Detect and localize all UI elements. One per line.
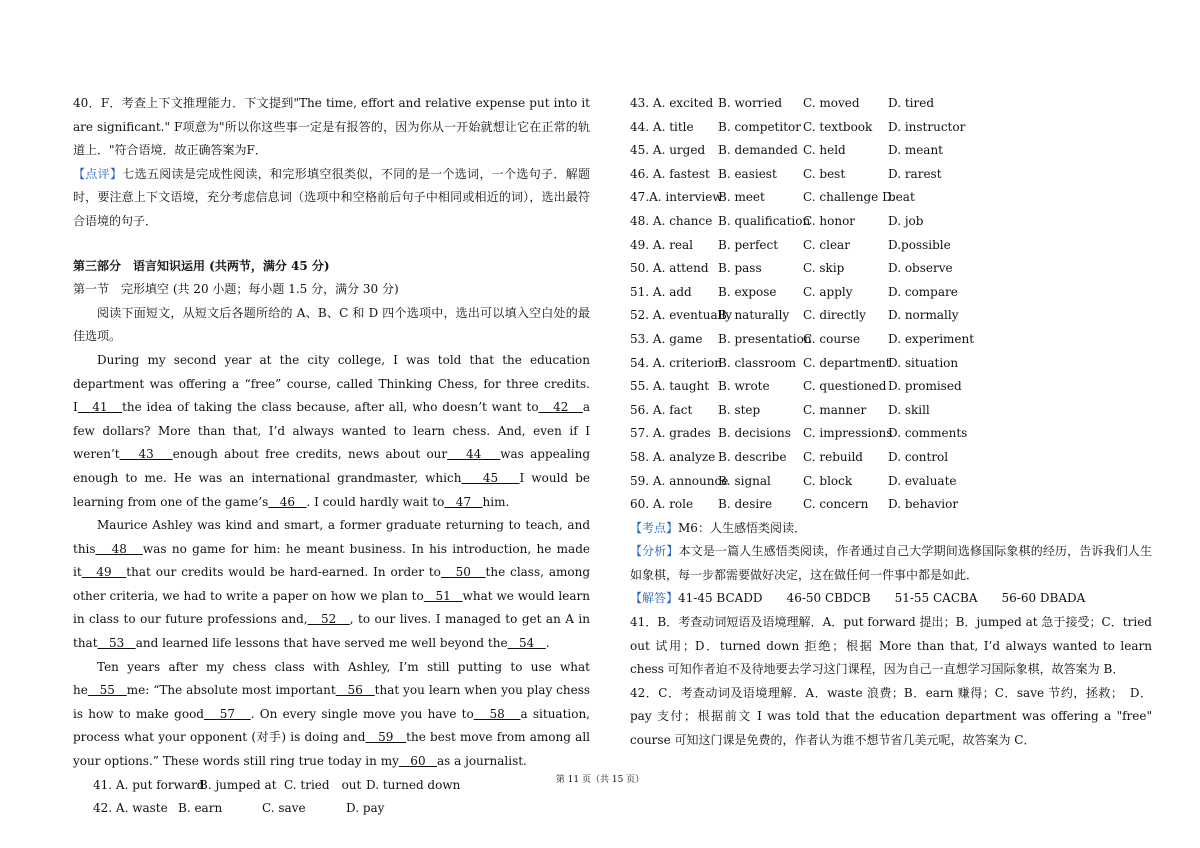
option-b: B. demanded	[718, 143, 798, 158]
passage-text: the best move from among all your options.” These words still ring true today in my	[73, 730, 591, 769]
option-row	[630, 257, 1152, 281]
blank-48: 48	[95, 541, 143, 556]
option-b: B. expose	[718, 284, 777, 299]
option-d: D. experiment	[888, 331, 975, 346]
option-a: 59. A. announce	[630, 473, 729, 488]
option-c: C. directly	[803, 308, 866, 323]
passage-text: as a journalist.	[437, 754, 527, 769]
passage-paragraph-1	[73, 349, 590, 514]
blank-42: 42	[538, 400, 583, 415]
option-b: B. worried	[718, 96, 783, 110]
section-title: 第三部分 语言知识运用 (共两节，满分 45 分)	[73, 258, 330, 273]
option-c: C. skip	[803, 261, 845, 276]
passage-text: a situation, process what your opponent (对手) is doing and	[73, 706, 590, 745]
page-footer: 第 11 页（共 15 页）	[555, 775, 645, 785]
option-b: B. describe	[718, 449, 787, 464]
option-a: 55. A. taught	[630, 379, 710, 394]
blank-49: 49	[81, 565, 127, 580]
option-c: C. rebuild	[803, 449, 863, 464]
answer-40: 40．F．考查上下文推理能力．下文提到"The time, effort and relative expense put into it are significant." F项意为"所以你这些事一定是有报答的，因为你从一开始就想让它在正常的轨道上．"符合语境．故正确答案为F．	[73, 96, 590, 158]
option-b: B. desire	[718, 497, 773, 512]
passage-text: me: “The absolute most important	[126, 683, 336, 698]
answer-41-explanation: 41．B．考查动词短语及语境理解．A．put forward 提出；B．jumped at 急于接受；C．tried out 试用；D．turned down 拒绝；根据 More than that, I’d always wanted to learn chess 可知作者迫不及待地要去学习这门课程，因为自己一直想学习国际象棋，故答案为 B．	[630, 615, 1152, 677]
option-d: D. situation	[888, 355, 959, 370]
passage-text: the class, among other criteria, we had to write a paper on how we plan to	[73, 565, 590, 603]
passage-text: that you learn when you play chess is how to make good	[73, 683, 591, 721]
blank-51: 51	[423, 588, 463, 603]
passage-text: was no game for him: he meant business. In his introduction, he made it	[73, 541, 590, 580]
option-a: 42. A. waste	[93, 801, 168, 816]
subsection-title: 第一节 完形填空 (共 20 小题；每小题 1.5 分，满分 30 分)	[73, 282, 399, 297]
option-c: C. clear	[803, 237, 850, 252]
option-d: D. pay	[346, 801, 385, 816]
option-d: D. rarest	[888, 166, 942, 181]
option-d: D. instructor	[888, 119, 966, 134]
option-a: 45. A. urged	[630, 143, 706, 158]
blank-53: 53	[97, 636, 136, 651]
option-b: B. qualification	[718, 213, 811, 228]
blank-45: 45	[461, 470, 520, 485]
option-d: D. tired	[888, 96, 935, 110]
fenxi-text: 本文是一篇人生感悟类阅读，作者通过自己大学期间选修国际象棋的经历，告诉我们人生如象棋，每一步都需要做好决定，这在做任何一件事中都是如此．	[630, 544, 1152, 582]
option-d: D. promised	[888, 379, 962, 394]
left-column	[73, 92, 590, 821]
option-a: 44. A. title	[630, 119, 694, 134]
option-b: B. presentation	[718, 331, 812, 346]
option-a: 53. A. game	[630, 331, 703, 346]
option-a: 56. A. fact	[630, 402, 693, 417]
option-a: 54. A. criterion	[630, 355, 722, 370]
option-b: B. jumped at	[199, 777, 277, 792]
option-c: C. course	[803, 331, 861, 346]
passage-paragraph-2	[73, 514, 590, 656]
kaodian-text: M6：人生感悟类阅读．	[678, 520, 806, 535]
option-b: B. wrote	[718, 379, 770, 394]
option-a: 60. A. role	[630, 497, 694, 512]
review-text: 七选五阅读是完成性阅读，和完形填空很类似，不同的是一个选词，一个选句子．解题时，要注意上下文语境，充分考虑信息词（选项中和空格前后句子中相同或相近的词），选出最符合语境的句子．	[73, 166, 590, 228]
option-b: B. signal	[718, 473, 771, 488]
option-row	[630, 92, 1152, 116]
option-b: B. easiest	[718, 166, 777, 181]
option-d: D. skill	[888, 402, 930, 417]
option-c: C. apply	[803, 284, 853, 299]
option-c: C. block	[803, 473, 853, 488]
option-row	[630, 186, 1152, 210]
option-d: D. control	[888, 449, 949, 464]
option-c: C. best	[803, 166, 846, 181]
option-c: C. moved	[803, 96, 860, 110]
option-c: C. honor	[803, 213, 856, 228]
passage-text: what we would learn in class to our future professions and,	[73, 588, 590, 627]
passage-text: the idea of taking the class because, after all, who doesn’t want to	[122, 400, 539, 415]
option-c: C. tried out	[284, 777, 362, 792]
option-c: C. held	[803, 143, 846, 158]
fenxi	[630, 540, 1152, 587]
option-c: C. save	[262, 801, 306, 816]
review-tag: 【点评】	[73, 166, 123, 181]
option-a: 50. A. attend	[630, 261, 709, 276]
passage-text: Maurice Ashley was kind and smart, a former graduate returning to teach, and this	[73, 518, 590, 556]
option-c: C. impressions	[803, 426, 893, 441]
passage-text: .	[545, 636, 550, 651]
passage-text: and learned life lessons that have served me well beyond the	[135, 636, 508, 651]
blank-57: 57	[203, 706, 251, 721]
option-row	[630, 470, 1152, 494]
blank-60: 60	[398, 754, 438, 769]
option-row	[630, 399, 1152, 423]
option-d: D. observe	[888, 261, 953, 276]
passage-text: . On every single move you have to	[250, 706, 474, 721]
right-column	[630, 92, 1152, 753]
option-a: 47.A. interview	[630, 190, 723, 205]
option-row	[630, 304, 1152, 328]
passage-text: was appealing enough to me. He was an international grandmaster, which	[73, 447, 590, 485]
instruction: 阅读下面短文，从短文后各题所给的 A、B、C 和 D 四个选项中，选出可以填入空白处的最佳选项。	[73, 305, 590, 344]
options-42	[73, 797, 590, 821]
option-a: 52. A. eventually	[630, 308, 733, 323]
option-row	[630, 446, 1152, 470]
option-d: D. normally	[888, 308, 959, 323]
option-a: 49. A. real	[630, 237, 694, 252]
option-b: B. pass	[718, 261, 762, 276]
option-a: 48. A. chance	[630, 213, 713, 228]
option-c: C. manner	[803, 402, 867, 417]
blank-52: 52	[307, 612, 350, 627]
option-row	[630, 352, 1152, 376]
passage-text: Ten years after my chess class with Ashley, I’m still putting to use what he	[73, 659, 590, 698]
option-c: C. questioned	[803, 379, 887, 394]
blank-44: 44	[447, 447, 501, 462]
blank-59: 59	[365, 730, 407, 745]
option-d: D. evaluate	[888, 473, 957, 488]
option-b: B. competitor	[718, 119, 801, 134]
passage-text: , to our lives. I managed to get an A in that	[73, 612, 590, 651]
option-b: B. step	[718, 402, 761, 417]
option-d: D. compare	[888, 284, 958, 299]
options-list	[630, 92, 1152, 517]
option-row	[630, 493, 1152, 517]
option-row	[630, 163, 1152, 187]
fenxi-tag: 【分析】	[630, 544, 679, 559]
jieda	[630, 587, 1152, 611]
option-a: 57. A. grades	[630, 426, 711, 441]
option-c: C. department	[803, 355, 891, 370]
option-b: B. earn	[178, 801, 223, 816]
option-row	[630, 116, 1152, 140]
blank-41: 41	[77, 400, 123, 415]
option-d: D. comments	[888, 426, 968, 441]
passage-text: that our credits would be hard-earned. In order to	[126, 565, 441, 580]
option-a: 41. A. put forward	[93, 777, 205, 792]
option-b: B. decisions	[718, 426, 791, 441]
jieda-tag: 【解答】	[630, 591, 679, 606]
option-d: D. job	[888, 213, 924, 228]
option-d: D.possible	[888, 237, 951, 252]
option-b: B. meet	[718, 190, 765, 205]
option-c: C. challenge D.	[803, 190, 896, 205]
blank-54: 54	[507, 636, 546, 651]
passage-text: . I could hardly wait to	[306, 494, 445, 509]
option-row	[630, 328, 1152, 352]
passage-text: During my second year at the city college, I was told that the education department was offering a “free” course, called Thinking Chess, for three credits. I	[73, 352, 590, 415]
review-paragraph	[73, 163, 590, 234]
option-d: D. meant	[888, 143, 944, 158]
blank-58: 58	[473, 706, 521, 721]
passage-text: I would be learning from one of the game’s	[73, 470, 591, 509]
option-a: 58. A. analyze	[630, 449, 716, 464]
kaodian	[630, 517, 1152, 541]
option-row	[630, 210, 1152, 234]
option-d: beat	[888, 190, 915, 205]
option-b: B. classroom	[718, 355, 797, 370]
option-c: C. concern	[803, 497, 869, 512]
option-row	[630, 422, 1152, 446]
option-row	[630, 139, 1152, 163]
blank-43: 43	[119, 447, 173, 462]
blank-56: 56	[335, 683, 375, 698]
blank-55: 55	[87, 683, 127, 698]
passage-paragraph-3	[73, 656, 590, 774]
option-c: C. textbook	[803, 119, 873, 134]
blank-47: 47	[444, 494, 483, 509]
kaodian-tag: 【考点】	[630, 520, 679, 535]
option-a: 51. A. add	[630, 284, 692, 299]
passage-text: a few dollars? More than that, I’d always wanted to learn chess. And, even if I weren’t	[73, 400, 591, 462]
answer-42-explanation: 42．C．考查动词及语境理解．A．waste 浪费；B．earn 赚得；C．save 节约，拯救； D．pay 支付；根据前文 I was told that the education department was offering a "free" course 可知这门课是免费的，作者认为谁不想节省几美元呢，故答案为 C．	[630, 685, 1152, 748]
blank-46: 46	[268, 494, 307, 509]
option-d: D. turned down	[366, 777, 461, 792]
option-row	[630, 375, 1152, 399]
option-row	[630, 281, 1152, 305]
blank-50: 50	[440, 565, 486, 580]
option-b: B. perfect	[718, 237, 779, 252]
option-b: B. naturally	[718, 308, 790, 323]
option-row	[630, 234, 1152, 258]
jieda-text: 41-45 BCADD 46-50 CBDCB 51-55 CACBA 56-60 DBADA	[678, 591, 1086, 606]
option-a: 43. A. excited	[630, 96, 714, 110]
option-a: 46. A. fastest	[630, 166, 710, 181]
passage-text: him.	[482, 494, 510, 509]
passage-text: enough about free credits, news about our	[172, 447, 448, 462]
option-d: D. behavior	[888, 497, 959, 512]
